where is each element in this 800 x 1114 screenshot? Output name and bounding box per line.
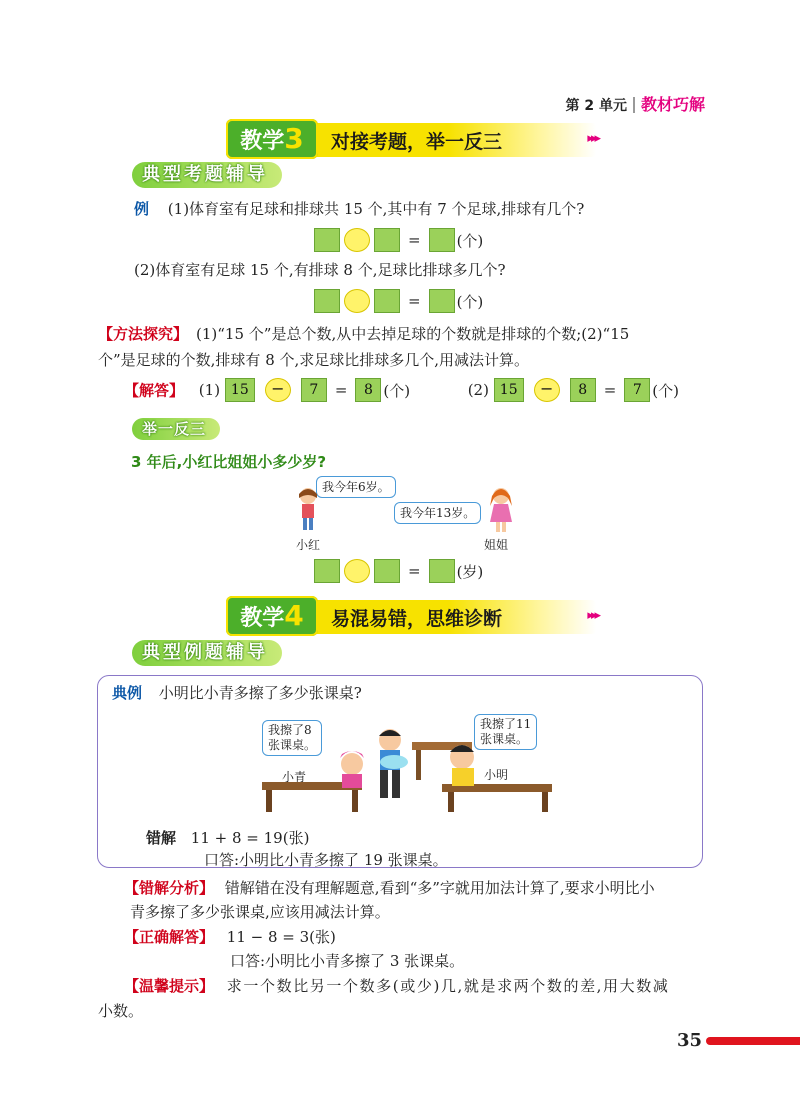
- speech-bubble-xiaohong: 我今年6岁。: [316, 476, 396, 498]
- wrong-solution: [146, 827, 309, 849]
- section-4-banner: [226, 600, 596, 634]
- unit-text: (个): [456, 231, 484, 250]
- question-1-text: (1)体育室有足球和排球共 15 个,其中有 7 个足球,排球有几个?: [167, 200, 585, 218]
- answer-label: 【解答】: [124, 381, 185, 400]
- blank-box: [374, 289, 400, 313]
- analysis-label: 【错解分析】: [124, 879, 215, 897]
- analysis-line-1: 错解错在没有理解题意,看到“多”字就用加法计算了,要求小明比小: [224, 879, 655, 897]
- unit-text: (个): [456, 292, 484, 311]
- name-xiaohong: 小红: [296, 538, 321, 552]
- header-divider: [633, 97, 635, 113]
- section-3-banner: [226, 123, 596, 157]
- equals-sign: =: [334, 381, 348, 399]
- error-analysis: [124, 877, 655, 899]
- section-4-badge: [226, 596, 318, 636]
- section-3-badge: [226, 119, 318, 159]
- operator-blank: [344, 228, 370, 252]
- blank-box: [314, 559, 340, 583]
- equals-sign: =: [408, 292, 421, 310]
- unit-text: (个): [383, 381, 411, 400]
- pill-label: 典型例题辅导: [142, 642, 268, 663]
- method-line-1: (1)“15 个”是总个数,从中去掉足球的个数就是排球的个数;(2)“15: [196, 325, 630, 343]
- equals-sign: =: [408, 562, 421, 580]
- bubble-line: 我擦了11: [480, 717, 532, 731]
- blank-box: [314, 289, 340, 313]
- badge-number: 4: [284, 599, 304, 632]
- name-xiaoming: 小明: [484, 768, 509, 782]
- operator-answer: −: [265, 378, 291, 402]
- blank-equation-3: [314, 559, 483, 583]
- bubble-line: 张课桌。: [480, 732, 529, 746]
- example-label: 例: [134, 200, 150, 218]
- correct-solution: [124, 926, 336, 948]
- method-label: 【方法探究】: [98, 325, 189, 343]
- name-xiaoqing: 小青: [282, 770, 307, 784]
- blank-box: [374, 228, 400, 252]
- operator-answer: −: [534, 378, 560, 402]
- section-4-title: 易混易错，思维诊断: [331, 608, 503, 630]
- wrong-label: 错解: [146, 829, 177, 847]
- blank-box: [429, 559, 455, 583]
- speech-bubble-jiejie: 我今年13岁。: [394, 502, 481, 524]
- name-jiejie: 姐姐: [484, 538, 509, 552]
- blank-box: [429, 228, 455, 252]
- answer-box: 7: [624, 378, 650, 402]
- book-title: 教材巧解: [640, 95, 705, 114]
- unit-text: (个): [652, 381, 680, 400]
- page-number: 35: [677, 1030, 703, 1051]
- correct-label: 【正确解答】: [124, 928, 215, 946]
- badge-number: 3: [284, 122, 304, 155]
- example-label: 典例: [112, 684, 143, 702]
- blank-equation-2: [314, 289, 483, 313]
- practice-question: 3 年后,小红比姐姐小多少岁?: [131, 453, 327, 471]
- classroom-illustration: [262, 712, 552, 814]
- method-line-2: 个”是足球的个数,排球有 8 个,求足球比排球多几个,用减法计算。: [98, 351, 530, 369]
- answer-box: 8: [355, 378, 381, 402]
- question-2-text: (2)体育室有足球 15 个,有排球 8 个,足球比排球多几个?: [134, 261, 506, 279]
- practice-pill: [132, 418, 220, 440]
- running-header: [565, 92, 705, 115]
- warm-tip: [124, 975, 669, 997]
- correct-answer: 口答:小明比小青多擦了 3 张课桌。: [230, 952, 465, 970]
- tip-line-1: 求一个数比另一个数多(或少)几,就是求两个数的差,用大数减: [226, 977, 670, 995]
- arrows-icon: ▸▸▸: [587, 608, 598, 623]
- speech-bubble-xiaoming: [474, 714, 537, 750]
- answer-box: 15: [494, 378, 524, 402]
- girl-xiaohong-icon: [294, 486, 322, 534]
- pill-label: 举一反三: [142, 420, 207, 438]
- badge-text: 教学: [240, 129, 285, 154]
- speech-bubble-xiaoqing: [262, 720, 322, 756]
- answer-box: 8: [570, 378, 596, 402]
- equals-sign: =: [408, 231, 421, 249]
- analysis-line-2: 青多擦了多少张课桌,应该用减法计算。: [130, 903, 390, 921]
- typical-examples-pill: [132, 640, 282, 666]
- bubble-line: 我擦了8: [268, 723, 312, 737]
- sisters-illustration: [294, 476, 520, 554]
- bubble-line: 张课桌。: [268, 738, 317, 752]
- method-explanation: [98, 323, 708, 371]
- example-question-1: [134, 198, 584, 220]
- typical-questions-pill: [132, 162, 282, 188]
- tip-label: 【温馨提示】: [124, 977, 215, 995]
- wrong-answer: 口答:小明比小青多擦了 19 张课桌。: [204, 851, 448, 869]
- girl-jiejie-icon: [486, 486, 516, 534]
- answer-row: [124, 378, 679, 402]
- unit-label: 第 2 单元: [565, 98, 627, 114]
- arrows-icon: ▸▸▸: [587, 131, 598, 146]
- correct-equation: 11 − 8 = 3(张): [226, 928, 336, 946]
- blank-box: [314, 228, 340, 252]
- page-number-bar: [706, 1037, 800, 1045]
- example-question: [112, 682, 362, 704]
- blank-equation-1: [314, 228, 483, 252]
- answer-1-prefix: (1): [198, 381, 221, 399]
- operator-blank: [344, 289, 370, 313]
- answer-box: 7: [301, 378, 327, 402]
- operator-blank: [344, 559, 370, 583]
- badge-text: 教学: [240, 606, 285, 631]
- tip-line-2: 小数。: [98, 1002, 144, 1020]
- blank-box: [374, 559, 400, 583]
- example-question-text: 小明比小青多擦了多少张课桌?: [158, 684, 362, 702]
- blank-box: [429, 289, 455, 313]
- equals-sign: =: [603, 381, 617, 399]
- answer-2-prefix: (2): [467, 381, 489, 399]
- pill-label: 典型考题辅导: [142, 164, 268, 185]
- unit-text: (岁): [456, 562, 484, 581]
- answer-box: 15: [225, 378, 255, 402]
- section-3-title: 对接考题，举一反三: [331, 131, 503, 153]
- wrong-equation: 11 + 8 = 19(张): [190, 829, 310, 847]
